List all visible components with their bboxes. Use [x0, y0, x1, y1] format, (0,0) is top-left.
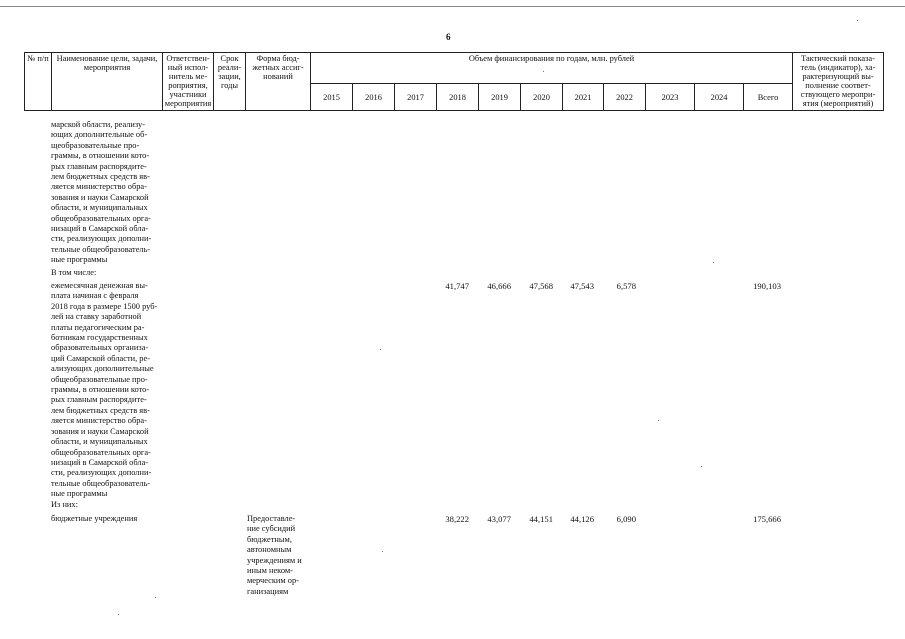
row3-value-2022: 6,578	[616, 281, 636, 291]
row5-value-2020: 44,151	[529, 514, 553, 524]
year-2015: 2015	[311, 84, 353, 111]
year-2022: 2022	[604, 84, 646, 111]
year-2021: 2021	[563, 84, 604, 111]
row5-value-2019: 43,077	[487, 514, 511, 524]
scan-speck	[658, 420, 659, 421]
year-total: Всего	[744, 84, 793, 111]
row3-value-2021: 47,543	[570, 281, 594, 291]
header-indicator: Тактический показа-тель (индикатор), ха-рактеризующий вы-полнение соответ-ствующего меропри-ятия (мероприятий)	[793, 53, 884, 111]
header-finance: Объем финансирования по годам, млн. рублей	[311, 53, 793, 84]
text-line: зования и науки Самарской	[51, 426, 149, 436]
text-line: общеобразовательных орга-	[51, 213, 151, 223]
text-line: ющих дополнительные об-	[51, 130, 148, 140]
text-line: низаций в Самарской обла-	[51, 457, 149, 467]
text-line: ные программы	[51, 489, 108, 499]
row3-value-2020: 47,568	[529, 281, 553, 291]
text-line: граммы, в отношении кото-	[51, 385, 150, 395]
row1-name	[51, 120, 163, 266]
header-name: Наименование цели, задачи, мероприятия	[52, 53, 163, 111]
row5-value-2018: 38,222	[445, 514, 469, 524]
text-line: сти, реализующих дополни-	[51, 468, 152, 478]
page-number: 6	[446, 32, 451, 42]
text-line: сти, реализующих дополни-	[51, 234, 152, 244]
table-header	[24, 52, 884, 111]
row3-name	[51, 281, 163, 500]
text-line: общеобразовательные про-	[51, 374, 148, 384]
header-form: Форма бюд-жетных ассиг-нований	[246, 53, 311, 111]
year-2023: 2023	[646, 84, 695, 111]
scan-speck	[857, 20, 858, 21]
text-line: ляется министерство обра-	[51, 416, 147, 426]
text-line: ние субсидий	[247, 524, 296, 534]
text-line: рых главным распорядите-	[51, 161, 147, 171]
top-border-line	[0, 6, 905, 7]
text-line: ботникам государственных	[51, 333, 148, 343]
scan-speck	[380, 349, 381, 350]
text-line: щеобразовательные про-	[51, 140, 140, 150]
text-line: автономным	[247, 545, 292, 555]
row5-form	[247, 514, 307, 597]
scan-speck	[701, 466, 702, 467]
text-line: лей на ставку заработной	[51, 312, 142, 322]
text-line: ций Самарской области, ре-	[51, 353, 150, 363]
text-line: бюджетным,	[247, 534, 292, 544]
text-line: марской области, реализу-	[51, 120, 146, 129]
year-2024: 2024	[695, 84, 744, 111]
text-line: ганизациям	[247, 586, 289, 596]
row5-value-total: 175,666	[753, 514, 781, 524]
row5-value-2022: 6,090	[616, 514, 636, 524]
row4-of-them: Из них:	[51, 500, 78, 509]
text-line: лем бюджетных средств яв-	[51, 405, 150, 415]
text-line: ляется министерство обра-	[51, 182, 147, 192]
text-line: граммы, в отношении кото-	[51, 151, 150, 161]
header-num: № п/п	[25, 53, 52, 111]
scan-speck	[713, 262, 714, 263]
text-line: иным неком-	[247, 566, 293, 576]
text-line: низаций в Самарской обла-	[51, 224, 149, 234]
scan-speck	[543, 71, 544, 72]
year-2020: 2020	[521, 84, 563, 111]
year-2018: 2018	[437, 84, 479, 111]
text-line: 2018 года в размере 1500 руб-	[51, 301, 158, 311]
text-line: ежемесячная денежная вы-	[51, 281, 148, 290]
row5-value-2021: 44,126	[570, 514, 594, 524]
text-line: тельные общеобразователь-	[51, 244, 151, 254]
text-line: учреждениям и	[247, 555, 302, 565]
text-line: области, и муниципальных	[51, 203, 148, 213]
scan-speck	[382, 551, 383, 552]
text-line: лем бюджетных средств яв-	[51, 172, 150, 182]
text-line: тельные общеобразователь-	[51, 478, 151, 488]
row5-name: бюджетные учреждения	[51, 514, 138, 523]
text-line: плата начиная с февраля	[51, 291, 139, 301]
year-2019: 2019	[479, 84, 521, 111]
text-line: мерческим ор-	[247, 576, 299, 586]
row2-in-that-number: В том числе:	[51, 268, 97, 277]
text-line: зования и науки Самарской	[51, 192, 149, 202]
scan-speck	[155, 597, 156, 598]
text-line: Предоставле-	[247, 514, 296, 523]
text-line: ализующих дополнительные	[51, 364, 154, 374]
text-line: области, и муниципальных	[51, 437, 148, 447]
year-2016: 2016	[353, 84, 395, 111]
text-line: образовательных организа-	[51, 343, 149, 353]
text-line: рых главным распорядите-	[51, 395, 147, 405]
header-responsible: Ответствен-ный испол-нитель ме-роприятия, участники мероприятия	[163, 53, 214, 111]
text-line: общеобразовательных орга-	[51, 447, 151, 457]
scan-speck	[118, 614, 119, 615]
year-2017: 2017	[395, 84, 437, 111]
text-line: платы педагогическим ра-	[51, 322, 145, 332]
header-term: Срок реали-зации, годы	[214, 53, 246, 111]
row3-value-2019: 46,666	[487, 281, 511, 291]
row3-value-total: 190,103	[753, 281, 781, 291]
text-line: ные программы	[51, 255, 108, 265]
row3-value-2018: 41,747	[445, 281, 469, 291]
